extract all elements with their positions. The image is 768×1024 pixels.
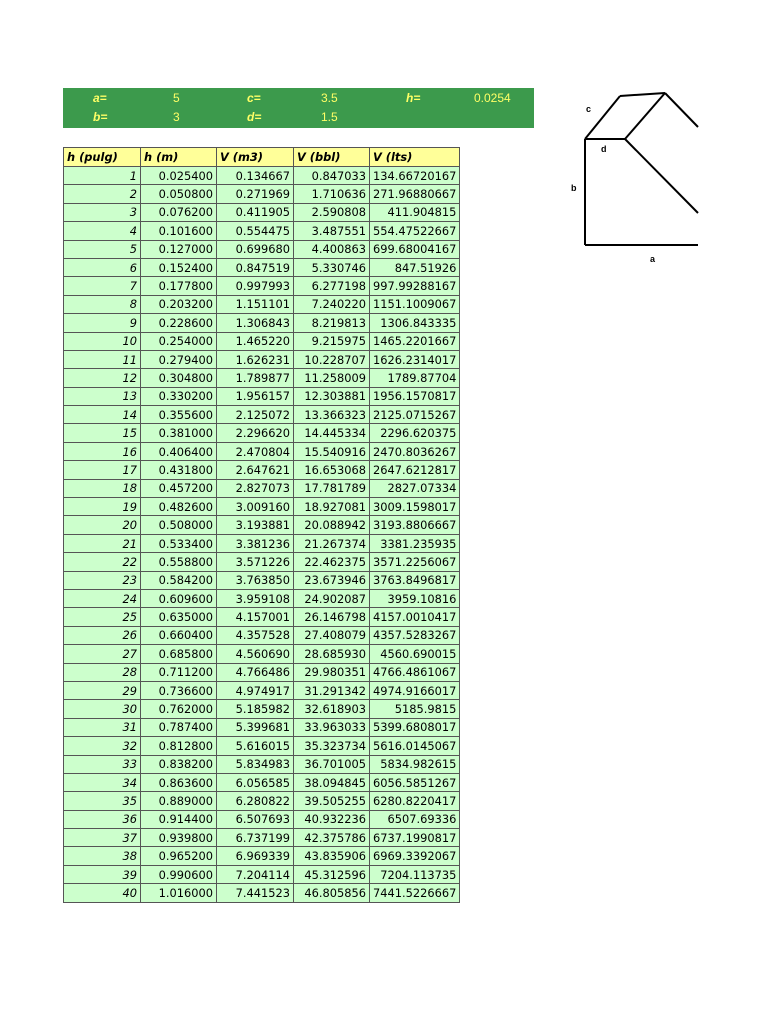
cell-h-pulg: 30 [64, 700, 141, 718]
table-row [64, 645, 460, 663]
cell-h-m: 0.939800 [141, 829, 217, 847]
cell-h-m: 0.685800 [141, 645, 217, 663]
table-row [64, 258, 460, 276]
cell-v-lts: 699.68004167 [370, 240, 460, 258]
cell-v-m3: 4.766486 [217, 663, 294, 681]
cell-h-m: 0.101600 [141, 222, 217, 240]
cell-v-bbl: 6.277198 [294, 277, 370, 295]
table-row [64, 314, 460, 332]
cell-h-pulg: 2 [64, 185, 141, 203]
cell-v-bbl: 8.219813 [294, 314, 370, 332]
param-d-label: d= [247, 110, 262, 124]
cell-v-m3: 1.956157 [217, 387, 294, 405]
cell-h-pulg: 12 [64, 369, 141, 387]
cell-v-lts: 2125.0715267 [370, 406, 460, 424]
cell-v-bbl: 5.330746 [294, 258, 370, 276]
cell-v-bbl: 9.215975 [294, 332, 370, 350]
table-row [64, 406, 460, 424]
cell-v-lts: 3571.2256067 [370, 553, 460, 571]
cell-v-lts: 3193.8806667 [370, 516, 460, 534]
param-a-label: a= [93, 91, 107, 105]
table-row [64, 350, 460, 368]
cell-h-m: 0.990600 [141, 865, 217, 883]
cell-v-m3: 3.571226 [217, 553, 294, 571]
cell-h-m: 0.736600 [141, 681, 217, 699]
cell-v-m3: 6.969339 [217, 847, 294, 865]
cell-v-bbl: 29.980351 [294, 663, 370, 681]
table-row [64, 461, 460, 479]
cell-v-m3: 4.560690 [217, 645, 294, 663]
cell-v-bbl: 1.710636 [294, 185, 370, 203]
cell-h-pulg: 18 [64, 479, 141, 497]
cell-h-pulg: 10 [64, 332, 141, 350]
cell-v-lts: 1465.2201667 [370, 332, 460, 350]
cell-h-m: 0.152400 [141, 258, 217, 276]
cell-v-bbl: 17.781789 [294, 479, 370, 497]
cell-v-lts: 3959.10816 [370, 589, 460, 607]
cell-v-bbl: 39.505255 [294, 792, 370, 810]
table-row [64, 222, 460, 240]
cell-v-lts: 6280.8220417 [370, 792, 460, 810]
table-row [64, 865, 460, 883]
cell-v-m3: 1.151101 [217, 295, 294, 313]
cell-v-m3: 2.296620 [217, 424, 294, 442]
table-row [64, 185, 460, 203]
cell-v-m3: 0.847519 [217, 258, 294, 276]
cell-h-pulg: 22 [64, 553, 141, 571]
param-h-label: h= [406, 91, 421, 105]
cell-h-pulg: 29 [64, 681, 141, 699]
cell-v-lts: 4357.5283267 [370, 626, 460, 644]
table-row [64, 571, 460, 589]
cell-v-lts: 7204.113735 [370, 865, 460, 883]
right-lower-slant-line [625, 139, 698, 213]
cell-v-m3: 3.193881 [217, 516, 294, 534]
cell-v-lts: 2470.8036267 [370, 442, 460, 460]
cell-v-m3: 2.125072 [217, 406, 294, 424]
cell-v-bbl: 21.267374 [294, 534, 370, 552]
table-row [64, 718, 460, 736]
cell-h-m: 0.381000 [141, 424, 217, 442]
cell-v-m3: 7.441523 [217, 884, 294, 902]
table-row [64, 167, 460, 185]
header-h-m: h (m) [141, 148, 217, 167]
cell-h-m: 0.330200 [141, 387, 217, 405]
cell-v-lts: 134.66720167 [370, 167, 460, 185]
cell-v-lts: 1151.1009067 [370, 295, 460, 313]
cell-v-lts: 1626.2314017 [370, 350, 460, 368]
cell-v-m3: 4.157001 [217, 608, 294, 626]
cell-v-m3: 3.959108 [217, 589, 294, 607]
cell-h-pulg: 35 [64, 792, 141, 810]
cell-h-pulg: 26 [64, 626, 141, 644]
cell-h-pulg: 14 [64, 406, 141, 424]
table-row [64, 681, 460, 699]
cell-v-bbl: 4.400863 [294, 240, 370, 258]
param-a-value: 5 [173, 91, 180, 105]
cell-v-m3: 0.411905 [217, 203, 294, 221]
cell-v-m3: 5.834983 [217, 755, 294, 773]
cell-v-lts: 847.51926 [370, 258, 460, 276]
table-row [64, 295, 460, 313]
table-row [64, 277, 460, 295]
cell-v-lts: 3381.235935 [370, 534, 460, 552]
cell-v-lts: 997.99288167 [370, 277, 460, 295]
param-d-value: 1.5 [321, 110, 338, 124]
cell-v-bbl: 45.312596 [294, 865, 370, 883]
cell-v-lts: 7441.5226667 [370, 884, 460, 902]
cell-h-pulg: 16 [64, 442, 141, 460]
cell-v-bbl: 12.303881 [294, 387, 370, 405]
cell-h-m: 0.838200 [141, 755, 217, 773]
table-row [64, 498, 460, 516]
cell-h-pulg: 17 [64, 461, 141, 479]
cell-h-pulg: 39 [64, 865, 141, 883]
cell-v-bbl: 26.146798 [294, 608, 370, 626]
cell-v-lts: 6969.3392067 [370, 847, 460, 865]
cell-h-m: 0.965200 [141, 847, 217, 865]
cell-h-m: 0.863600 [141, 773, 217, 791]
table-row [64, 663, 460, 681]
cell-h-pulg: 32 [64, 737, 141, 755]
table-row [64, 516, 460, 534]
param-b-label: b= [93, 110, 108, 124]
table-row [64, 608, 460, 626]
cell-v-m3: 1.626231 [217, 350, 294, 368]
cell-h-m: 0.533400 [141, 534, 217, 552]
cell-h-m: 0.787400 [141, 718, 217, 736]
cell-h-pulg: 15 [64, 424, 141, 442]
cell-h-m: 0.762000 [141, 700, 217, 718]
cell-h-m: 0.406400 [141, 442, 217, 460]
cell-h-pulg: 11 [64, 350, 141, 368]
table-row [64, 755, 460, 773]
cell-h-m: 0.025400 [141, 167, 217, 185]
inner-slant-line [625, 93, 665, 139]
cell-h-m: 0.914400 [141, 810, 217, 828]
cell-h-m: 0.812800 [141, 737, 217, 755]
cell-v-lts: 5834.982615 [370, 755, 460, 773]
table-row [64, 773, 460, 791]
param-h-value: 0.0254 [474, 91, 511, 105]
cell-h-pulg: 5 [64, 240, 141, 258]
table-row [64, 792, 460, 810]
cell-h-pulg: 20 [64, 516, 141, 534]
cell-v-lts: 6507.69336 [370, 810, 460, 828]
cell-v-lts: 3009.1598017 [370, 498, 460, 516]
table-row [64, 534, 460, 552]
cell-v-m3: 0.554475 [217, 222, 294, 240]
cell-v-bbl: 23.673946 [294, 571, 370, 589]
cell-v-lts: 6056.5851267 [370, 773, 460, 791]
cell-h-m: 0.076200 [141, 203, 217, 221]
cell-v-m3: 6.507693 [217, 810, 294, 828]
cell-h-m: 0.304800 [141, 369, 217, 387]
cell-v-m3: 6.737199 [217, 829, 294, 847]
volume-table [63, 147, 460, 903]
table-row [64, 810, 460, 828]
cell-v-lts: 2827.07334 [370, 479, 460, 497]
cell-h-m: 0.508000 [141, 516, 217, 534]
cell-h-m: 0.355600 [141, 406, 217, 424]
cell-v-lts: 4766.4861067 [370, 663, 460, 681]
cell-v-bbl: 40.932236 [294, 810, 370, 828]
top-line [620, 93, 665, 96]
cell-v-m3: 3.009160 [217, 498, 294, 516]
cell-h-pulg: 4 [64, 222, 141, 240]
cell-v-m3: 0.134667 [217, 167, 294, 185]
table-row [64, 589, 460, 607]
diagram-label-a: a [650, 254, 656, 264]
cell-v-lts: 5185.9815 [370, 700, 460, 718]
cell-h-m: 0.127000 [141, 240, 217, 258]
c-slant-line [585, 96, 620, 139]
cell-h-m: 0.609600 [141, 589, 217, 607]
table-row [64, 829, 460, 847]
cell-v-bbl: 10.228707 [294, 350, 370, 368]
cell-v-bbl: 32.618903 [294, 700, 370, 718]
cell-v-lts: 5399.6808017 [370, 718, 460, 736]
cell-v-bbl: 0.847033 [294, 167, 370, 185]
cell-v-bbl: 2.590808 [294, 203, 370, 221]
cell-v-bbl: 43.835906 [294, 847, 370, 865]
cell-h-m: 0.457200 [141, 479, 217, 497]
param-c-label: c= [247, 91, 261, 105]
cell-h-pulg: 27 [64, 645, 141, 663]
cell-h-pulg: 33 [64, 755, 141, 773]
cell-h-pulg: 38 [64, 847, 141, 865]
cell-v-lts: 271.96880667 [370, 185, 460, 203]
param-c-value: 3.5 [321, 91, 338, 105]
cell-v-m3: 2.827073 [217, 479, 294, 497]
cell-h-m: 0.203200 [141, 295, 217, 313]
cell-h-m: 0.558800 [141, 553, 217, 571]
cell-v-bbl: 36.701005 [294, 755, 370, 773]
cell-v-bbl: 46.805856 [294, 884, 370, 902]
cell-h-pulg: 6 [64, 258, 141, 276]
cell-v-lts: 3763.8496817 [370, 571, 460, 589]
cell-v-bbl: 35.323734 [294, 737, 370, 755]
cell-v-m3: 5.616015 [217, 737, 294, 755]
cell-v-lts: 6737.1990817 [370, 829, 460, 847]
cell-v-m3: 6.280822 [217, 792, 294, 810]
table-row [64, 442, 460, 460]
cell-h-m: 0.050800 [141, 185, 217, 203]
cell-v-m3: 3.381236 [217, 534, 294, 552]
cell-h-m: 1.016000 [141, 884, 217, 902]
cell-v-m3: 2.470804 [217, 442, 294, 460]
cell-v-lts: 1789.87704 [370, 369, 460, 387]
cell-v-bbl: 33.963033 [294, 718, 370, 736]
cell-h-pulg: 40 [64, 884, 141, 902]
cell-h-pulg: 34 [64, 773, 141, 791]
table-row [64, 700, 460, 718]
cell-v-bbl: 42.375786 [294, 829, 370, 847]
cell-v-lts: 1956.1570817 [370, 387, 460, 405]
diagram-label-d: d [601, 144, 607, 154]
table-row [64, 387, 460, 405]
cell-h-pulg: 31 [64, 718, 141, 736]
cell-v-bbl: 22.462375 [294, 553, 370, 571]
cell-v-lts: 4560.690015 [370, 645, 460, 663]
diagram-label-c: c [586, 104, 592, 114]
cell-v-m3: 0.997993 [217, 277, 294, 295]
cell-h-pulg: 37 [64, 829, 141, 847]
header-v-lts: V (lts) [370, 148, 460, 167]
cell-v-lts: 411.904815 [370, 203, 460, 221]
right-upper-slant-line [665, 93, 698, 127]
table-row [64, 369, 460, 387]
cell-v-bbl: 27.408079 [294, 626, 370, 644]
cell-v-m3: 0.699680 [217, 240, 294, 258]
table-row [64, 332, 460, 350]
cell-v-lts: 1306.843335 [370, 314, 460, 332]
cell-v-m3: 1.465220 [217, 332, 294, 350]
cell-h-pulg: 21 [64, 534, 141, 552]
cell-v-m3: 5.399681 [217, 718, 294, 736]
cell-h-pulg: 25 [64, 608, 141, 626]
cell-v-bbl: 31.291342 [294, 681, 370, 699]
cell-v-bbl: 38.094845 [294, 773, 370, 791]
header-v-bbl: V (bbl) [294, 148, 370, 167]
cell-v-m3: 1.306843 [217, 314, 294, 332]
cell-h-pulg: 23 [64, 571, 141, 589]
cell-h-m: 0.635000 [141, 608, 217, 626]
cell-v-bbl: 16.653068 [294, 461, 370, 479]
cell-v-bbl: 14.445334 [294, 424, 370, 442]
cell-v-bbl: 28.685930 [294, 645, 370, 663]
table-row [64, 884, 460, 902]
cell-v-bbl: 7.240220 [294, 295, 370, 313]
cell-h-m: 0.584200 [141, 571, 217, 589]
cell-h-m: 0.177800 [141, 277, 217, 295]
cell-h-pulg: 7 [64, 277, 141, 295]
cell-h-pulg: 24 [64, 589, 141, 607]
table-row [64, 847, 460, 865]
header-v-m3: V (m3) [217, 148, 294, 167]
cell-h-pulg: 1 [64, 167, 141, 185]
cell-h-pulg: 3 [64, 203, 141, 221]
cell-v-lts: 4157.0010417 [370, 608, 460, 626]
cell-v-lts: 5616.0145067 [370, 737, 460, 755]
cell-v-lts: 2647.6212817 [370, 461, 460, 479]
cell-h-m: 0.889000 [141, 792, 217, 810]
table-row [64, 240, 460, 258]
cell-h-pulg: 13 [64, 387, 141, 405]
cell-v-bbl: 3.487551 [294, 222, 370, 240]
cell-h-m: 0.279400 [141, 350, 217, 368]
table-row [64, 424, 460, 442]
cell-v-bbl: 15.540916 [294, 442, 370, 460]
cell-h-m: 0.482600 [141, 498, 217, 516]
table-row [64, 737, 460, 755]
cell-v-m3: 7.204114 [217, 865, 294, 883]
cell-v-bbl: 24.902087 [294, 589, 370, 607]
cell-v-m3: 5.185982 [217, 700, 294, 718]
table-row [64, 479, 460, 497]
header-h-pulg: h (pulg) [64, 148, 141, 167]
cell-v-m3: 6.056585 [217, 773, 294, 791]
table-row [64, 553, 460, 571]
cell-h-m: 0.254000 [141, 332, 217, 350]
parameters-band [63, 88, 534, 128]
table-row [64, 203, 460, 221]
cell-v-m3: 4.357528 [217, 626, 294, 644]
cell-v-m3: 1.789877 [217, 369, 294, 387]
cell-h-pulg: 8 [64, 295, 141, 313]
cell-v-lts: 554.47522667 [370, 222, 460, 240]
cell-h-pulg: 19 [64, 498, 141, 516]
cell-h-pulg: 28 [64, 663, 141, 681]
cell-v-m3: 2.647621 [217, 461, 294, 479]
cell-v-m3: 3.763850 [217, 571, 294, 589]
cell-h-m: 0.228600 [141, 314, 217, 332]
cell-h-m: 0.660400 [141, 626, 217, 644]
table-row [64, 626, 460, 644]
cell-h-pulg: 9 [64, 314, 141, 332]
diagram-label-b: b [571, 183, 577, 193]
cell-h-m: 0.711200 [141, 663, 217, 681]
cell-v-bbl: 11.258009 [294, 369, 370, 387]
cell-v-bbl: 13.366323 [294, 406, 370, 424]
cell-h-m: 0.431800 [141, 461, 217, 479]
cell-v-m3: 0.271969 [217, 185, 294, 203]
param-b-value: 3 [173, 110, 180, 124]
cell-v-bbl: 18.927081 [294, 498, 370, 516]
cell-v-bbl: 20.088942 [294, 516, 370, 534]
cell-v-lts: 2296.620375 [370, 424, 460, 442]
tank-diagram [570, 85, 720, 270]
table-header-row [64, 148, 460, 167]
cell-h-pulg: 36 [64, 810, 141, 828]
cell-v-lts: 4974.9166017 [370, 681, 460, 699]
cell-v-m3: 4.974917 [217, 681, 294, 699]
